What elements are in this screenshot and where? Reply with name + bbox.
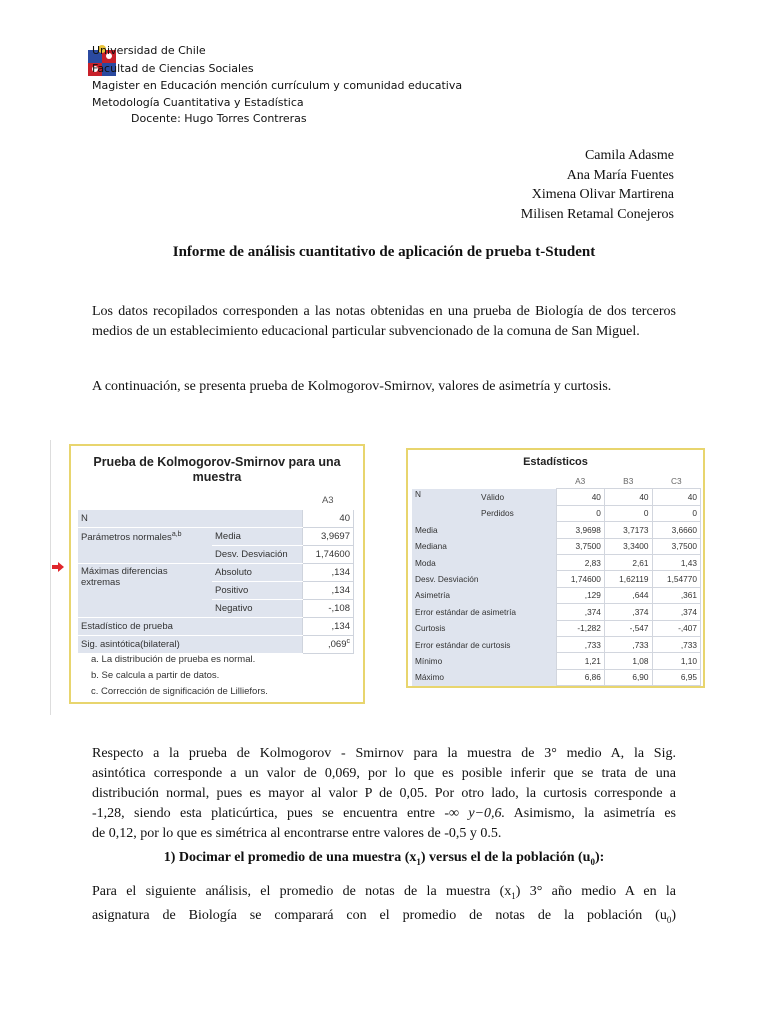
stats-cell: ,374 [556, 604, 604, 620]
analysis-paragraph [92, 744, 676, 844]
stats-table [406, 448, 705, 688]
heading-sub: 1 [416, 856, 421, 867]
ks-empty-cell [212, 492, 302, 510]
ks-stat-label: Estadístico de prueba [78, 618, 302, 636]
intro-paragraph: Los datos recopilados corresponden a las notas obtenidas en una prueba de Biología de dos terceros medios de un establecimiento educacional particular subvencionado de la comuna de San Miguel. [92, 304, 676, 339]
stats-grid [412, 473, 701, 686]
table-row [412, 604, 701, 620]
text-span: ) [671, 907, 676, 923]
text-line: distribución normal, pues es mayor al valor P de 0,05. Por otro lado, la curtosis corresponde a [92, 786, 676, 801]
stats-row-label: Desv. Desviación [412, 571, 556, 587]
ks-col-header: A3 [302, 492, 354, 510]
stats-row-label: Error estándar de curtosis [412, 636, 556, 652]
text-span: asignatura de Biología se comparará con el promedio de notas de la población (u [92, 907, 667, 923]
stats-row-label: Máximo [412, 669, 556, 685]
ks-params-sup: a,b [171, 531, 182, 538]
ks-desv-value: 1,74600 [302, 546, 354, 564]
stats-cell: 0 [604, 505, 652, 521]
stats-cell: ,361 [652, 587, 700, 603]
stats-row-label: Error estándar de asimetría [412, 604, 556, 620]
table-row [412, 636, 701, 652]
stats-cell: ,129 [556, 587, 604, 603]
stats-row-label: Media [412, 522, 556, 538]
stats-cell: -,407 [652, 620, 700, 636]
table-row [412, 620, 701, 636]
header-faculty: Facultad de Ciencias Sociales [92, 62, 254, 75]
section-heading [0, 850, 768, 867]
stats-title: Estadísticos [523, 456, 588, 468]
stats-cell: 3,9698 [556, 522, 604, 538]
stats-row-label: Mínimo [412, 653, 556, 669]
ks-grid [78, 492, 354, 654]
stats-cell: 3,7173 [604, 522, 652, 538]
ks-sig-sup: c [346, 638, 350, 646]
text-line [92, 906, 676, 930]
stats-cell: ,374 [652, 604, 700, 620]
stats-cell: ,374 [604, 604, 652, 620]
table-row [412, 571, 701, 587]
stats-cell: ,733 [652, 636, 700, 652]
ks-title-line: muestra [192, 470, 242, 484]
ks-max-text: Máximas diferencias [81, 566, 168, 577]
ks-sig-label: Sig. asintótica(bilateral) [78, 636, 302, 654]
stats-row-label: Mediana [412, 538, 556, 554]
text-line: Respecto a la prueba de Kolmogorov - Smirnov para la muestra de 3° medio A, la Sig. [92, 746, 676, 761]
math-span: ∞ y−0,6. [448, 806, 506, 821]
ks-table [69, 444, 365, 704]
stats-cell: ,733 [556, 636, 604, 652]
table-row [412, 554, 701, 570]
header-course: Metodología Cuantitativa y Estadística [92, 96, 304, 109]
stats-cell: -1,282 [556, 620, 604, 636]
heading-text: 1) Docimar el promedio de una muestra (x [163, 850, 417, 865]
author: Ximena Olivar Martirena [531, 187, 674, 202]
text-line [92, 882, 676, 906]
red-arrow-icon [52, 562, 64, 572]
ks-note: a. La distribución de prueba es normal. [91, 654, 256, 665]
stats-cell: 3,7500 [652, 538, 700, 554]
stats-cell: 40 [652, 489, 700, 505]
header-university: Universidad de Chile [92, 44, 206, 57]
ks-max-text: extremas [81, 577, 121, 588]
ks-pos-label: Positivo [212, 582, 302, 600]
text-span: -1,28, siendo esta platicúrtica, pues se encuentra entre - [92, 806, 449, 821]
stats-cell: 40 [604, 489, 652, 505]
heading-text: ) versus el de la población (u [420, 850, 591, 865]
stats-cell: -,547 [604, 620, 652, 636]
stats-perdidos-label: Perdidos [478, 505, 556, 521]
text-line: asintótica corresponde a un valor de 0,069, por lo que es posible inferir que se trata de una [92, 766, 676, 781]
stats-cell: ,644 [604, 587, 652, 603]
section-paragraph [92, 882, 676, 930]
margin-line [50, 440, 51, 715]
ks-n-value: 40 [302, 510, 354, 528]
table-row [412, 538, 701, 554]
stats-cell: 6,90 [604, 669, 652, 685]
ks-abs-label: Absoluto [212, 564, 302, 582]
ks-notes [91, 652, 268, 700]
ks-title-line: Prueba de Kolmogorov-Smirnov para una [93, 455, 341, 469]
ks-n-label: N [78, 510, 302, 528]
ks-note: b. Se calcula a partir de datos. [91, 670, 220, 681]
stats-empty-cell [412, 473, 478, 489]
stats-cell: 1,74600 [556, 571, 604, 587]
author: Ana María Fuentes [566, 167, 674, 183]
stats-row-label: Asimetría [412, 587, 556, 603]
stats-row-label: Curtosis [412, 620, 556, 636]
stats-cell: 3,3400 [604, 538, 652, 554]
stats-cell: 1,10 [652, 653, 700, 669]
ks-pos-value: ,134 [302, 582, 354, 600]
ks-max-label [78, 564, 212, 618]
stats-cell: 2,83 [556, 554, 604, 570]
text-span: Para el siguiente análisis, el promedio de notas de la muestra (x [92, 884, 512, 899]
stats-empty-cell [478, 473, 556, 489]
text-sub: 1 [511, 890, 516, 901]
text-span: Asimismo, la asimetría es [505, 806, 676, 821]
text-span: ) 3° año medio A en la [515, 884, 677, 899]
header-program: Magister en Educación mención currículum y comunidad educativa [92, 79, 463, 92]
stats-cell: 0 [652, 505, 700, 521]
ks-note: c. Corrección de significación de Lilliefors. [91, 686, 268, 697]
ks-media-label: Media [212, 528, 302, 546]
ks-neg-value: -,108 [302, 600, 354, 618]
stats-cell: 0 [556, 505, 604, 521]
authors-list [521, 146, 674, 224]
stats-col-header: B3 [604, 473, 652, 489]
ks-media-value: 3,9697 [302, 528, 354, 546]
table-row [412, 669, 701, 685]
ks-params-label [78, 528, 212, 564]
ks-stat-value: ,134 [302, 618, 354, 636]
stats-cell: ,733 [604, 636, 652, 652]
header-teacher: Docente: Hugo Torres Contreras [131, 112, 307, 125]
stats-cell: 1,54770 [652, 571, 700, 587]
stats-cell: 6,95 [652, 669, 700, 685]
table-row [412, 522, 701, 538]
author: Milisen Retamal Conejeros [520, 206, 674, 222]
stats-cell: 1,21 [556, 653, 604, 669]
document-title: Informe de análisis cuantitativo de aplicación de prueba t-Student [172, 244, 596, 260]
stats-cell: 1,08 [604, 653, 652, 669]
ks-sig-value [302, 636, 354, 654]
table-row [412, 653, 701, 669]
text-line: de 0,12, por lo que es simétrica al encontrarse entre valores de -0,5 y 0.5. [92, 826, 502, 841]
ks-sig-text: ,069 [328, 639, 347, 651]
author: Camila Adasme [584, 148, 674, 163]
stats-cell: 6,86 [556, 669, 604, 685]
ks-empty-cell [78, 492, 212, 510]
stats-cell: 2,61 [604, 554, 652, 570]
stats-cell: 40 [556, 489, 604, 505]
stats-cell: 1,62119 [604, 571, 652, 587]
heading-sub: 0 [590, 856, 595, 867]
heading-text: ): [594, 850, 605, 865]
ks-title [71, 455, 363, 485]
ks-abs-value: ,134 [302, 564, 354, 582]
stats-cell: 1,43 [652, 554, 700, 570]
ks-params-text: Parámetros normales [81, 532, 172, 544]
ks-intro-paragraph: A continuación, se presenta prueba de Kolmogorov-Smirnov, valores de asimetría y curtosis. [92, 379, 612, 394]
ks-neg-label: Negativo [212, 600, 302, 618]
stats-cell: 3,6660 [652, 522, 700, 538]
stats-col-header: C3 [652, 473, 700, 489]
stats-col-header: A3 [556, 473, 604, 489]
stats-valido-label: Válido [478, 489, 556, 505]
ks-desv-label: Desv. Desviación [212, 546, 302, 564]
text-line [92, 804, 676, 824]
stats-n-label: N [412, 489, 478, 522]
text-sub: 0 [666, 914, 672, 925]
table-row [412, 587, 701, 603]
stats-row-label: Moda [412, 554, 556, 570]
stats-cell: 3,7500 [556, 538, 604, 554]
